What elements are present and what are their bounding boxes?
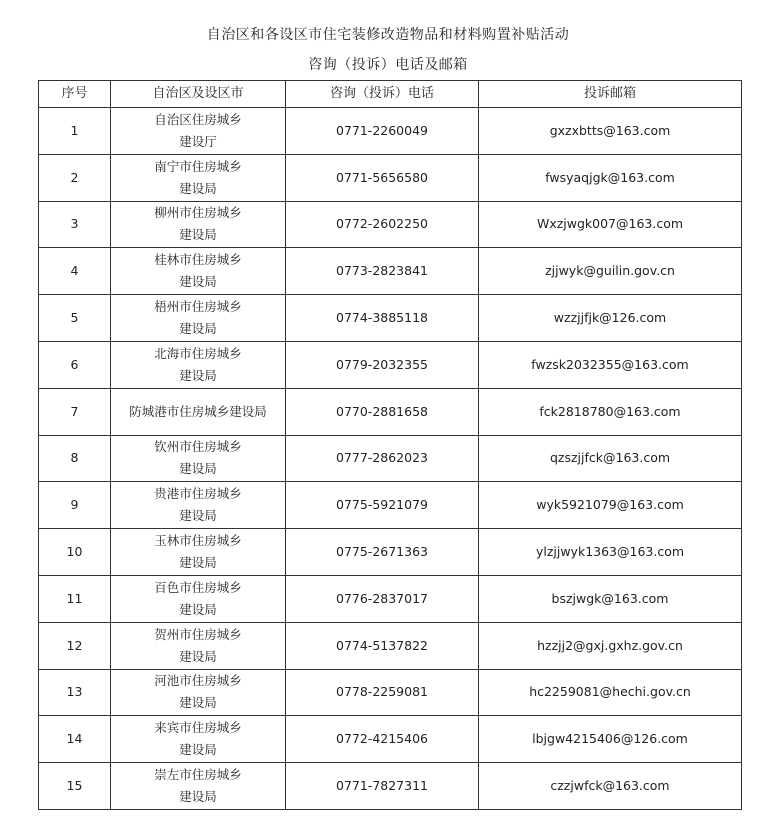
cell-number: 15: [39, 763, 111, 810]
table-row: [39, 529, 742, 576]
cell-phone: 0775-5921079: [286, 482, 479, 529]
agency-name-line: 贵港市住房城乡: [154, 486, 242, 502]
cell-agency: [111, 575, 286, 622]
table-row: [39, 295, 742, 342]
cell-number: 3: [39, 201, 111, 248]
cell-number: 13: [39, 669, 111, 716]
cell-email: fck2818780@163.com: [479, 388, 742, 435]
cell-number: 10: [39, 529, 111, 576]
cell-number: 14: [39, 716, 111, 763]
table-row: [39, 575, 742, 622]
cell-email: bszjwgk@163.com: [479, 575, 742, 622]
cell-phone: 0772-2602250: [286, 201, 479, 248]
table-row: [39, 108, 742, 155]
cell-agency: [111, 248, 286, 295]
table-row: [39, 341, 742, 388]
agency-name-line: 桂林市住房城乡: [154, 252, 242, 268]
table-header: [39, 81, 742, 108]
table-row: [39, 388, 742, 435]
header-number: 序号: [39, 81, 111, 108]
agency-name-line: 北海市住房城乡: [154, 345, 242, 361]
agency-name-line: 南宁市住房城乡: [154, 158, 242, 174]
cell-email: gxzxbtts@163.com: [479, 108, 742, 155]
agency-name-line: 崇左市住房城乡: [154, 767, 242, 783]
cell-phone: 0777-2862023: [286, 435, 479, 482]
cell-number: 6: [39, 341, 111, 388]
cell-agency: [111, 341, 286, 388]
agency-name-line: 玉林市住房城乡: [154, 533, 242, 549]
table-row: [39, 248, 742, 295]
cell-email: Wxzjwgk007@163.com: [479, 201, 742, 248]
cell-agency: [111, 669, 286, 716]
agency-name-line: 建设局: [179, 695, 217, 711]
cell-number: 11: [39, 575, 111, 622]
cell-agency: [111, 482, 286, 529]
agency-name-line: 防城港市住房城乡建设局: [129, 403, 267, 419]
cell-agency: [111, 388, 286, 435]
cell-phone: 0775-2671363: [286, 529, 479, 576]
cell-phone: 0778-2259081: [286, 669, 479, 716]
agency-name-line: 河池市住房城乡: [154, 673, 242, 689]
cell-phone: 0771-7827311: [286, 763, 479, 810]
cell-agency: [111, 435, 286, 482]
agency-name-line: 贺州市住房城乡: [154, 626, 242, 642]
cell-agency: [111, 529, 286, 576]
agency-name-line: 建设局: [179, 321, 217, 337]
cell-number: 7: [39, 388, 111, 435]
table-row: [39, 435, 742, 482]
cell-phone: 0771-5656580: [286, 154, 479, 201]
agency-name-line: 建设局: [179, 180, 217, 196]
agency-name-line: 百色市住房城乡: [154, 579, 242, 595]
cell-number: 5: [39, 295, 111, 342]
agency-name-line: 柳州市住房城乡: [154, 205, 242, 221]
cell-agency: [111, 295, 286, 342]
cell-number: 8: [39, 435, 111, 482]
agency-name-line: 建设厅: [179, 133, 217, 149]
cell-phone: 0779-2032355: [286, 341, 479, 388]
table-header-row: [39, 81, 742, 108]
cell-phone: 0773-2823841: [286, 248, 479, 295]
table-row: [39, 716, 742, 763]
cell-email: zjjwyk@guilin.gov.cn: [479, 248, 742, 295]
agency-name-line: 自治区住房城乡: [154, 111, 242, 127]
table-row: [39, 154, 742, 201]
header-phone: 咨询（投诉）电话: [286, 81, 479, 108]
table-row: [39, 669, 742, 716]
cell-email: hzzjj2@gxj.gxhz.gov.cn: [479, 622, 742, 669]
table-body: [39, 108, 742, 810]
cell-email: fwsyaqjgk@163.com: [479, 154, 742, 201]
agency-name-line: 建设局: [179, 508, 217, 524]
cell-number: 1: [39, 108, 111, 155]
cell-number: 9: [39, 482, 111, 529]
cell-email: wyk5921079@163.com: [479, 482, 742, 529]
agency-name-line: 建设局: [179, 648, 217, 664]
cell-phone: 0772-4215406: [286, 716, 479, 763]
table-row: [39, 201, 742, 248]
cell-agency: [111, 763, 286, 810]
document-title: 自治区和各设区市住宅装修改造物品和材料购置补贴活动: [206, 27, 570, 43]
cell-phone: 0776-2837017: [286, 575, 479, 622]
cell-email: fwzsk2032355@163.com: [479, 341, 742, 388]
cell-phone: 0774-3885118: [286, 295, 479, 342]
agency-name-line: 建设局: [179, 461, 217, 477]
cell-email: ylzjjwyk1363@163.com: [479, 529, 742, 576]
cell-agency: [111, 201, 286, 248]
header-email: 投诉邮箱: [479, 81, 742, 108]
cell-phone: 0774-5137822: [286, 622, 479, 669]
agency-name-line: 来宾市住房城乡: [154, 720, 242, 736]
agency-name-line: 建设局: [179, 742, 217, 758]
agency-name-line: 建设局: [179, 367, 217, 383]
table-row: [39, 622, 742, 669]
agency-name-line: 梧州市住房城乡: [154, 299, 242, 315]
table-row: [39, 482, 742, 529]
cell-number: 2: [39, 154, 111, 201]
cell-number: 4: [39, 248, 111, 295]
cell-phone: 0770-2881658: [286, 388, 479, 435]
cell-email: lbjgw4215406@126.com: [479, 716, 742, 763]
agency-name-line: 建设局: [179, 789, 217, 805]
table-row: [39, 763, 742, 810]
cell-email: hc2259081@hechi.gov.cn: [479, 669, 742, 716]
cell-email: wzzjjfjk@126.com: [479, 295, 742, 342]
contact-table: [38, 80, 742, 810]
cell-email: czzjwfck@163.com: [479, 763, 742, 810]
cell-agency: [111, 108, 286, 155]
cell-agency: [111, 154, 286, 201]
document-subtitle: 咨询（投诉）电话及邮箱: [308, 57, 468, 73]
agency-name-line: 建设局: [179, 274, 217, 290]
cell-agency: [111, 716, 286, 763]
cell-email: qzszjjfck@163.com: [479, 435, 742, 482]
agency-name-line: 钦州市住房城乡: [154, 439, 242, 455]
agency-name-line: 建设局: [179, 227, 217, 243]
header-agency: 自治区及设区市: [111, 81, 286, 108]
agency-name-line: 建设局: [179, 555, 217, 571]
cell-number: 12: [39, 622, 111, 669]
agency-name-line: 建设局: [179, 601, 217, 617]
cell-phone: 0771-2260049: [286, 108, 479, 155]
cell-agency: [111, 622, 286, 669]
